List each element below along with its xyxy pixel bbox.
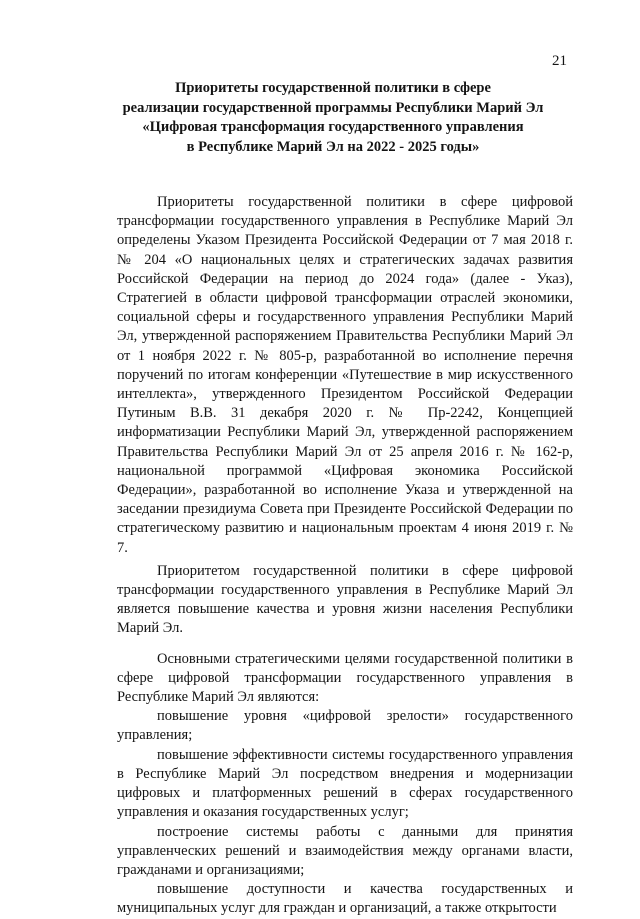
paragraph-priority: Приоритетом государственной политики в сфере цифровой трансформации государственного управления в Республике Марий Эл является повышение качества и уровня жизни населения Республики Марий Эл. bbox=[117, 562, 573, 637]
title-line: реализации государственной программы Республики Марий Эл bbox=[122, 99, 544, 116]
body-text bbox=[117, 193, 573, 919]
list-item-goal: повышение уровня «цифровой зрелости» государственного управления; bbox=[117, 708, 573, 744]
title-line: в Республике Марий Эл на 2022 - 2025 годы» bbox=[186, 138, 480, 155]
section-title bbox=[100, 79, 566, 157]
paragraph-policy-basis: Приоритеты государственной политики в сфере цифровой трансформации государственного управления в Республике Марий Эл определены Указом Президента Российской Федерации от 7 мая 2018 г. № 204 «О национальных целях и стратегических задачах развития Российской Федерации на период до 2024 года» (далее - Указ), Стратегией в области цифровой трансформации отраслей экономики, социальной сферы и государственного управления Республики Марий Эл, утвержденной распоряжением Правительства Республики Марий Эл от 1 ноября 2022 г. № 805-р, разработанной во исполнение перечня поручений по итогам конференции «Путешествие в мир искусственного интеллекта», утвержденного Президентом Российской Федерации Путиным В.В. 31 декабря 2020 г. № Пр-2242, Концепцией информатизации Республики Марий Эл, утвержденной распоряжением Правительства Республики Марий Эл от 25 апреля 2016 г. № 162-р, национальной программой «Цифровая экономика Российской Федерации», разработанной во исполнение Указа и утвержденной на заседании президиума Совета при Президенте Российской Федерации по стратегическому развитию и национальным проектам 4 июня 2019 г. № 7. bbox=[117, 194, 573, 556]
paragraph-strategic-goals: Основными стратегическими целями государственной политики в сфере цифровой трансформации государственного управления в Республике Марий Эл являются: bbox=[117, 650, 573, 706]
list-item-goal: построение системы работы с данными для принятия управленческих решений и взаимодействия между органами власти, гражданами и организациями; bbox=[117, 823, 573, 878]
list-item-goal: повышение эффективности системы государственного управления в Республике Марий Эл посредством внедрения и модернизации цифровых и платформенных решений в сферах государственного управления и оказания государственных услуг; bbox=[117, 746, 573, 821]
page-number: 21 bbox=[552, 53, 567, 69]
title-line: Приоритеты государственной политики в сфере bbox=[175, 80, 491, 96]
list-item-goal: повышение доступности и качества государственных и муниципальных услуг для граждан и организаций, а также открытости bbox=[117, 881, 573, 917]
title-line: «Цифровая трансформация государственного управления bbox=[142, 119, 524, 135]
